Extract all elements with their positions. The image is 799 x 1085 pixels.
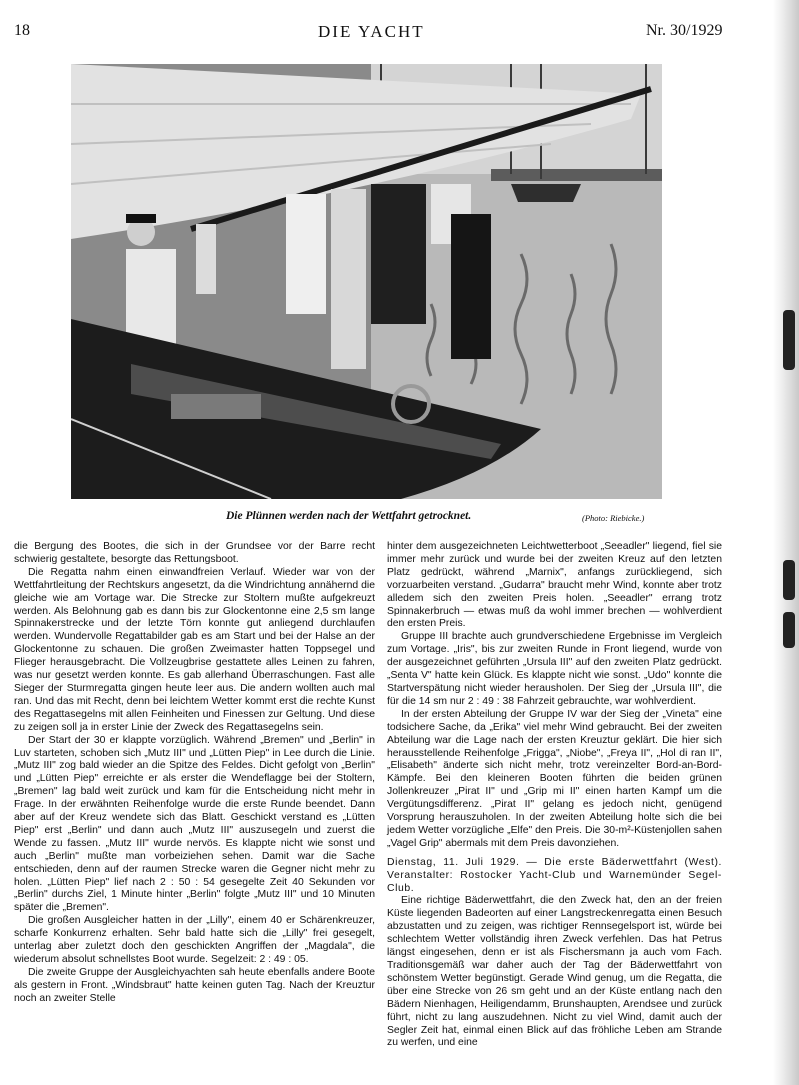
binding-mark xyxy=(783,310,795,370)
photo-credit: (Photo: Riebicke.) xyxy=(582,513,645,523)
photo-caption: Die Plünnen werden nach der Wettfahrt getrocknet. xyxy=(226,510,472,522)
binding-mark xyxy=(783,612,795,648)
page-number: 18 xyxy=(14,22,30,39)
magazine-title: DIE YACHT xyxy=(318,22,425,41)
binding-mark xyxy=(783,560,795,600)
issue-number: Nr. 30/1929 xyxy=(646,22,723,39)
paragraph: Die zweite Gruppe der Ausgleichyachten sah heute ebenfalls andere Boote als gestern in Front. „Windsbraut" hatte keinen guten Tag. Nach der Kreuztur noch an zweiter Stelle xyxy=(14,966,375,1004)
paragraph: Die großen Ausgleicher hatten in der „Lilly", einem 40 er Schärenkreuzer, scharfe Konkurrenz erhalten. Sehr bald hatte sich die „Lilly" frei gesegelt, unterlag aber zuletzt doch den geschickten Angriffen der „Magdala", die wiederum absolut schnellstes Boot wurde. Segelzeit: 2 : 49 : 05. xyxy=(14,915,375,965)
paragraph: Eine richtige Bäderwettfahrt, die den Zweck hat, den an der freien Küste liegenden Badeorten auf einer Langstreckenregatta einen Besuch abzustatten und zu zeigen, was richtiger Rennsegelsport ist, würde bei schlechtem Wetter vollständig ihren Zweck verfehlen. Das hat Petrus längst eingesehen, denn er ist als Fischersmann ja auch vom Fach. Traditionsgemäß war daher auch der Tag der Bäderwettfahrt von schönstem Wetter begünstigt. Gerade Wind genug, um die Regatta, die über eine Strecke von 26 sm geht und an der Küste entlang nach den Bädern Nienhagen, Heiligendamm, Brunshaupten, Arendsee und zurück führt, nicht zu lang auszudehnen. Nicht zu viel Wind, damit auch der Segler Zeit hat, einmal einen Blick auf das fröhliche Leben am Strande zu werfen, und eine xyxy=(387,895,722,1049)
sailboat-photo xyxy=(71,64,662,499)
paragraph: Die Regatta nahm einen einwandfreien Verlauf. Wieder war von der Wettfahrtleitung der Rechtskurs angesetzt, da die Windrichtung annähernd die gleiche wie am Vortage war. Die Strecke zur Stoltern mußte aufgekreuzt werden. Als Belohnung gab es dann bis zur Glockentonne eine 2,5 sm lange Spinnakerstrecke und der letzte Törn konnte gut anliegend durchlaufen werden. Wundervolle Regattabilder gab es am Start und bei der Halse an der Glockentonne zu schauen. Die großen Zweimaster hatten Toppsegel und Flieger herausgebracht. Die Vollzeugbrise gestattete alles Leinen zu fahren, was nur gesetzt werden konnte. Es gab allerhand Überraschungen. Fast alle Sieger der Sturmregatta gingen heute leer aus. Die andern wollten auch mal ran. Und das mit Recht, denn bei leichtem Wetter kommt erst die rechte Kunst des Regattasegelns mit allen Feinheiten und Finessen zur Geltung. Und diese zu zeigen soll ja in erster Linie der Zweck des Regattasegelns sein. xyxy=(14,566,375,733)
article-column-right xyxy=(387,541,722,1050)
race-heading: Dienstag, 11. Juli 1929. — Die erste Bäderwettfahrt (West). Veranstalter: Rostocker Yacht-Club und Warnemünder Segel-Club. xyxy=(387,856,722,894)
paragraph: Der Start der 30 er klappte vorzüglich. Während „Bremen" und „Berlin" in Luv starteten, schoben sich „Mutz III" und „Lütten Piep" in Lee durch die Linie. „Mutz III" zog bald wieder an die Spitze des Feldes. Dicht gefolgt von „Berlin" und „Lütten Piep" erreichte er als erster die Wendeflagge bei der Stoltern, „Bremen" lag bald weit zurück und kam für die Entscheidung nicht mehr in Frage. In der erwähnten Reihenfolge wurde die erste Runde beendet. Dann aber auf der Kreuz wendete sich das Blatt. Geschickt verstand es „Lütten Piep" erst „Berlin" und dann auch „Mutz III" auszusegeln und zuerst die Wende zu fassen. „Mutz III" wurde nervös. Es klappte nicht wie sonst und auch „Berlin" mußte man vorbeiziehen sehen. Damit war die Sache entschieden, denn auf der raumen Strecke waren die Gegner nicht mehr zu holen. „Lütten Piep" lief nach 2 : 50 : 54 gesegelte Zeit 40 Sekunden vor „Berlin" durchs Ziel, 1 Minute hinter „Berlin" folgte „Mutz III" und 10 Minuten später die „Bremen". xyxy=(14,734,375,914)
paragraph: die Bergung des Bootes, die sich in der Grundsee vor der Barre recht schwierig gestaltete, besorgte das Rettungsboot. xyxy=(14,541,375,565)
article-column-left xyxy=(14,541,375,1006)
paragraph: hinter dem ausgezeichneten Leichtwetterboot „Seeadler" liegend, fiel sie immer mehr zurück und wurde bei der zweiten Kreuz auf den letzten Platz gedrückt, während „Marnix", anfangs zurückliegend, sich vorzuarbeiten verstand. „Gudarra" braucht mehr Wind, konnte aber trotz alledem sich den zweiten Preis holen. „Seeadler" errang trotz Spinnakerbruch — etwas muß da wohl immer brechen — wohlverdient den ersten Preis. xyxy=(387,541,722,630)
paragraph: In der ersten Abteilung der Gruppe IV war der Sieg der „Vineta" eine todsichere Sache, da „Erika" viel mehr Wind gebraucht. Bei der zweiten Abteilung war die Lage nach der ersten Kreuztur geklärt. Die hier sich herausstellende Reihenfolge „Frigga", „Niobe", „Freya II", „Hol di ran II", „Elisabeth" änderte sich nicht mehr, trotz vereinzelter Bord-an-Bord-Kämpfe. Bei den kleineren Booten führten die beiden grünen Jollenkreuzer „Pirat II" und „Grip mi II" einen harten Kampf um die Vergütungsdifferenz. „Pirat II" gelang es jedoch nicht, genügend Vorsprung herauszuholen. In der zweiten Abteilung holte sich die bei jedem Wetter vorzügliche „Elfe" den Preis. Die 30-m²-Küstenjollen sahen „Vagel Grip" abermals mit dem Preis davonziehen. xyxy=(387,708,722,849)
page-header xyxy=(0,22,799,46)
page-binding-edge xyxy=(773,0,799,1085)
paragraph: Gruppe III brachte auch grundverschiedene Ergebnisse im Vergleich zum Vortage. „Iris", bis zur zweiten Runde in Front liegend, wurde von der ausgezeichnet geführten „Ursula III" auf den zweiten Platz gedrückt. „Senta V" hatte kein Glück. Es klappte nicht wie sonst. „Udo" konnte die Startverspätung nicht wieder herausholen. Der Sieg der „Ursula III", die für die 14 sm nur 2 : 49 : 38 Fahrzeit gebrauchte, war wohlverdient. xyxy=(387,631,722,707)
